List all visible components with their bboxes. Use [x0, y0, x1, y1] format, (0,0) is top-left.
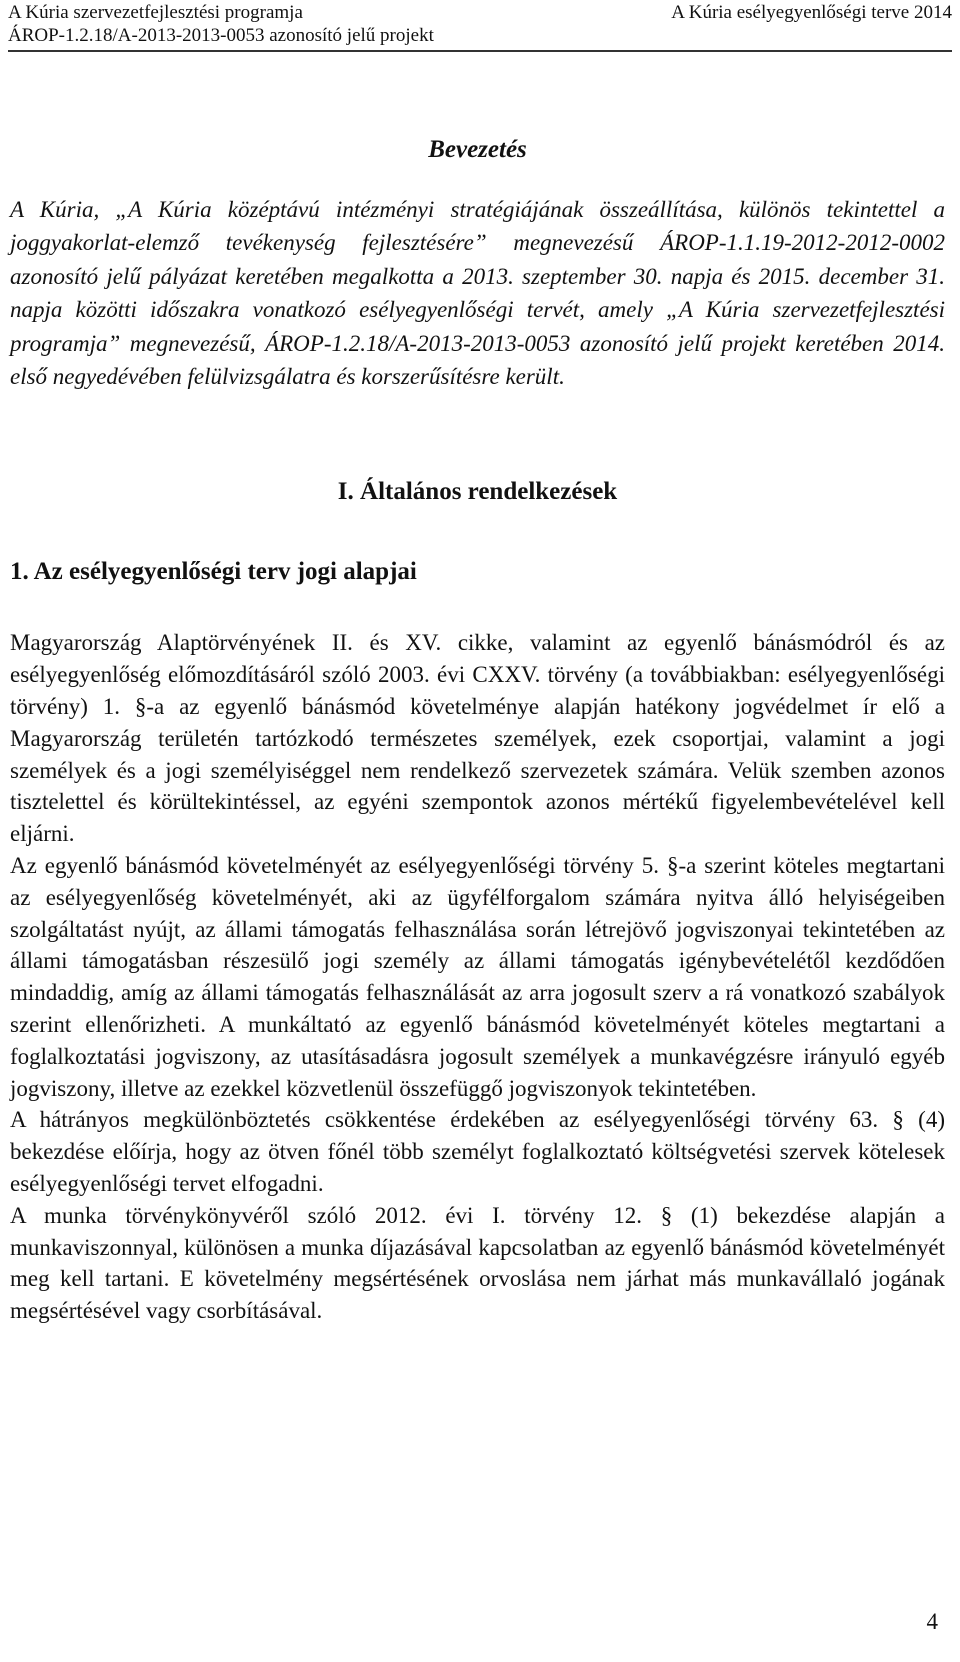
intro-paragraph: A Kúria, „A Kúria középtávú intézményi stratégiájának összeállítása, különös tekintettel a joggyakorlat-elemző tevékenység fejlesztésére” megnevezésű ÁROP-1.1.19-2012-2012-0002 azonosító jelű pályázat keretében megalkotta a 2013. szeptember 30. napja és 2015. december 31. napja közötti időszakra vonatkozó esélyegyenlőségi tervét, amely „A Kúria szervezetfejlesztési programja” megnevezésű, ÁROP-1.2.18/A-2013-2013-0053 azonosító jelű projekt keretében 2014. első negyedévében felülvizsgálatra és korszerűsítésre került. [10, 197, 945, 390]
document-title: Bevezetés [428, 136, 527, 163]
page-number: 4 [926, 1609, 938, 1634]
section-heading: I. Általános rendelkezések [337, 478, 618, 506]
header-project-id: ÁROP-1.2.18/A-2013-2013-0053 azonosító jelű projekt [8, 25, 434, 46]
body-paragraph: Magyarország Alaptörvényének II. és XV. cikke, valamint az egyenlő bánásmódról és az esélyegyenlőség előmozdításáról szóló 2003. évi CXXV. törvény (a továbbiakban: esélyegyenlőségi törvény) 1. §-a az egyenlő bánásmód követelménye alapján hatékony jogvédelmet ír elő a Magyarország területén tartózkodó természetes személyek, ezek csoportjai, valamint a jogi személyek és a jogi személyiséggel nem rendelkező szervezetek számára. Velük szemben azonos tisztelettel és körültekintéssel, az egyéni szempontok azonos mértékű figyelembevételével kell eljárni. [10, 630, 945, 847]
document-body [10, 135, 945, 1327]
header-program-title: A Kúria szervezetfejlesztési programja [8, 2, 303, 23]
subsection-heading: 1. Az esélyegyenlőségi terv jogi alapjai [10, 558, 417, 586]
page-header [8, 0, 952, 52]
header-document-title: A Kúria esélyegyenlőségi terve 2014 [671, 2, 952, 23]
header-left [8, 1, 434, 47]
body-paragraph: A hátrányos megkülönböztetés csökkentése érdekében az esélyegyenlőségi törvény 63. § (4) bekezdése előírja, hogy az ötven főnél több személyt foglalkoztató költségvetési szervek kötelesek esélyegyenlőségi tervet elfogadni. [10, 1107, 945, 1196]
body-paragraph: Az egyenlő bánásmód követelményét az esélyegyenlőségi törvény 5. §-a szerint köteles megtartani az esélyegyenlőség követelményét, aki az ügyfélforgalom számára nyitva álló helyiségeiben szolgáltatást nyújt, az állami támogatás felhasználása során létrejövő jogviszonyai tekintetében az állami támogatásban részesülő jogi személy az állami támogatás igénybevételétől kezdődően mindaddig, amíg az állami támogatás felhasználását az arra jogosult szerv a rá vonatkozó szabályok szerint ellenőrizheti. A munkáltató az egyenlő bánásmód követelményét köteles megtartani a foglalkoztatási jogviszony, az utasításadásra jogosult személyek a munkavégzésre irányuló egyéb jogviszony, illetve az ezekkel közvetlenül összefüggő jogviszonyok tekintetében. [10, 853, 945, 1101]
body-paragraph: A munka törvénykönyvéről szóló 2012. évi I. törvény 12. § (1) bekezdése alapján a munkaviszonnyal, különösen a munka díjazásával kapcsolatban az egyenlő bánásmód követelményét meg kell tartani. E követelmény megsértésének orvoslása nem járhat más munkavállaló jogának megsértésével vagy csorbításával. [10, 1202, 945, 1324]
